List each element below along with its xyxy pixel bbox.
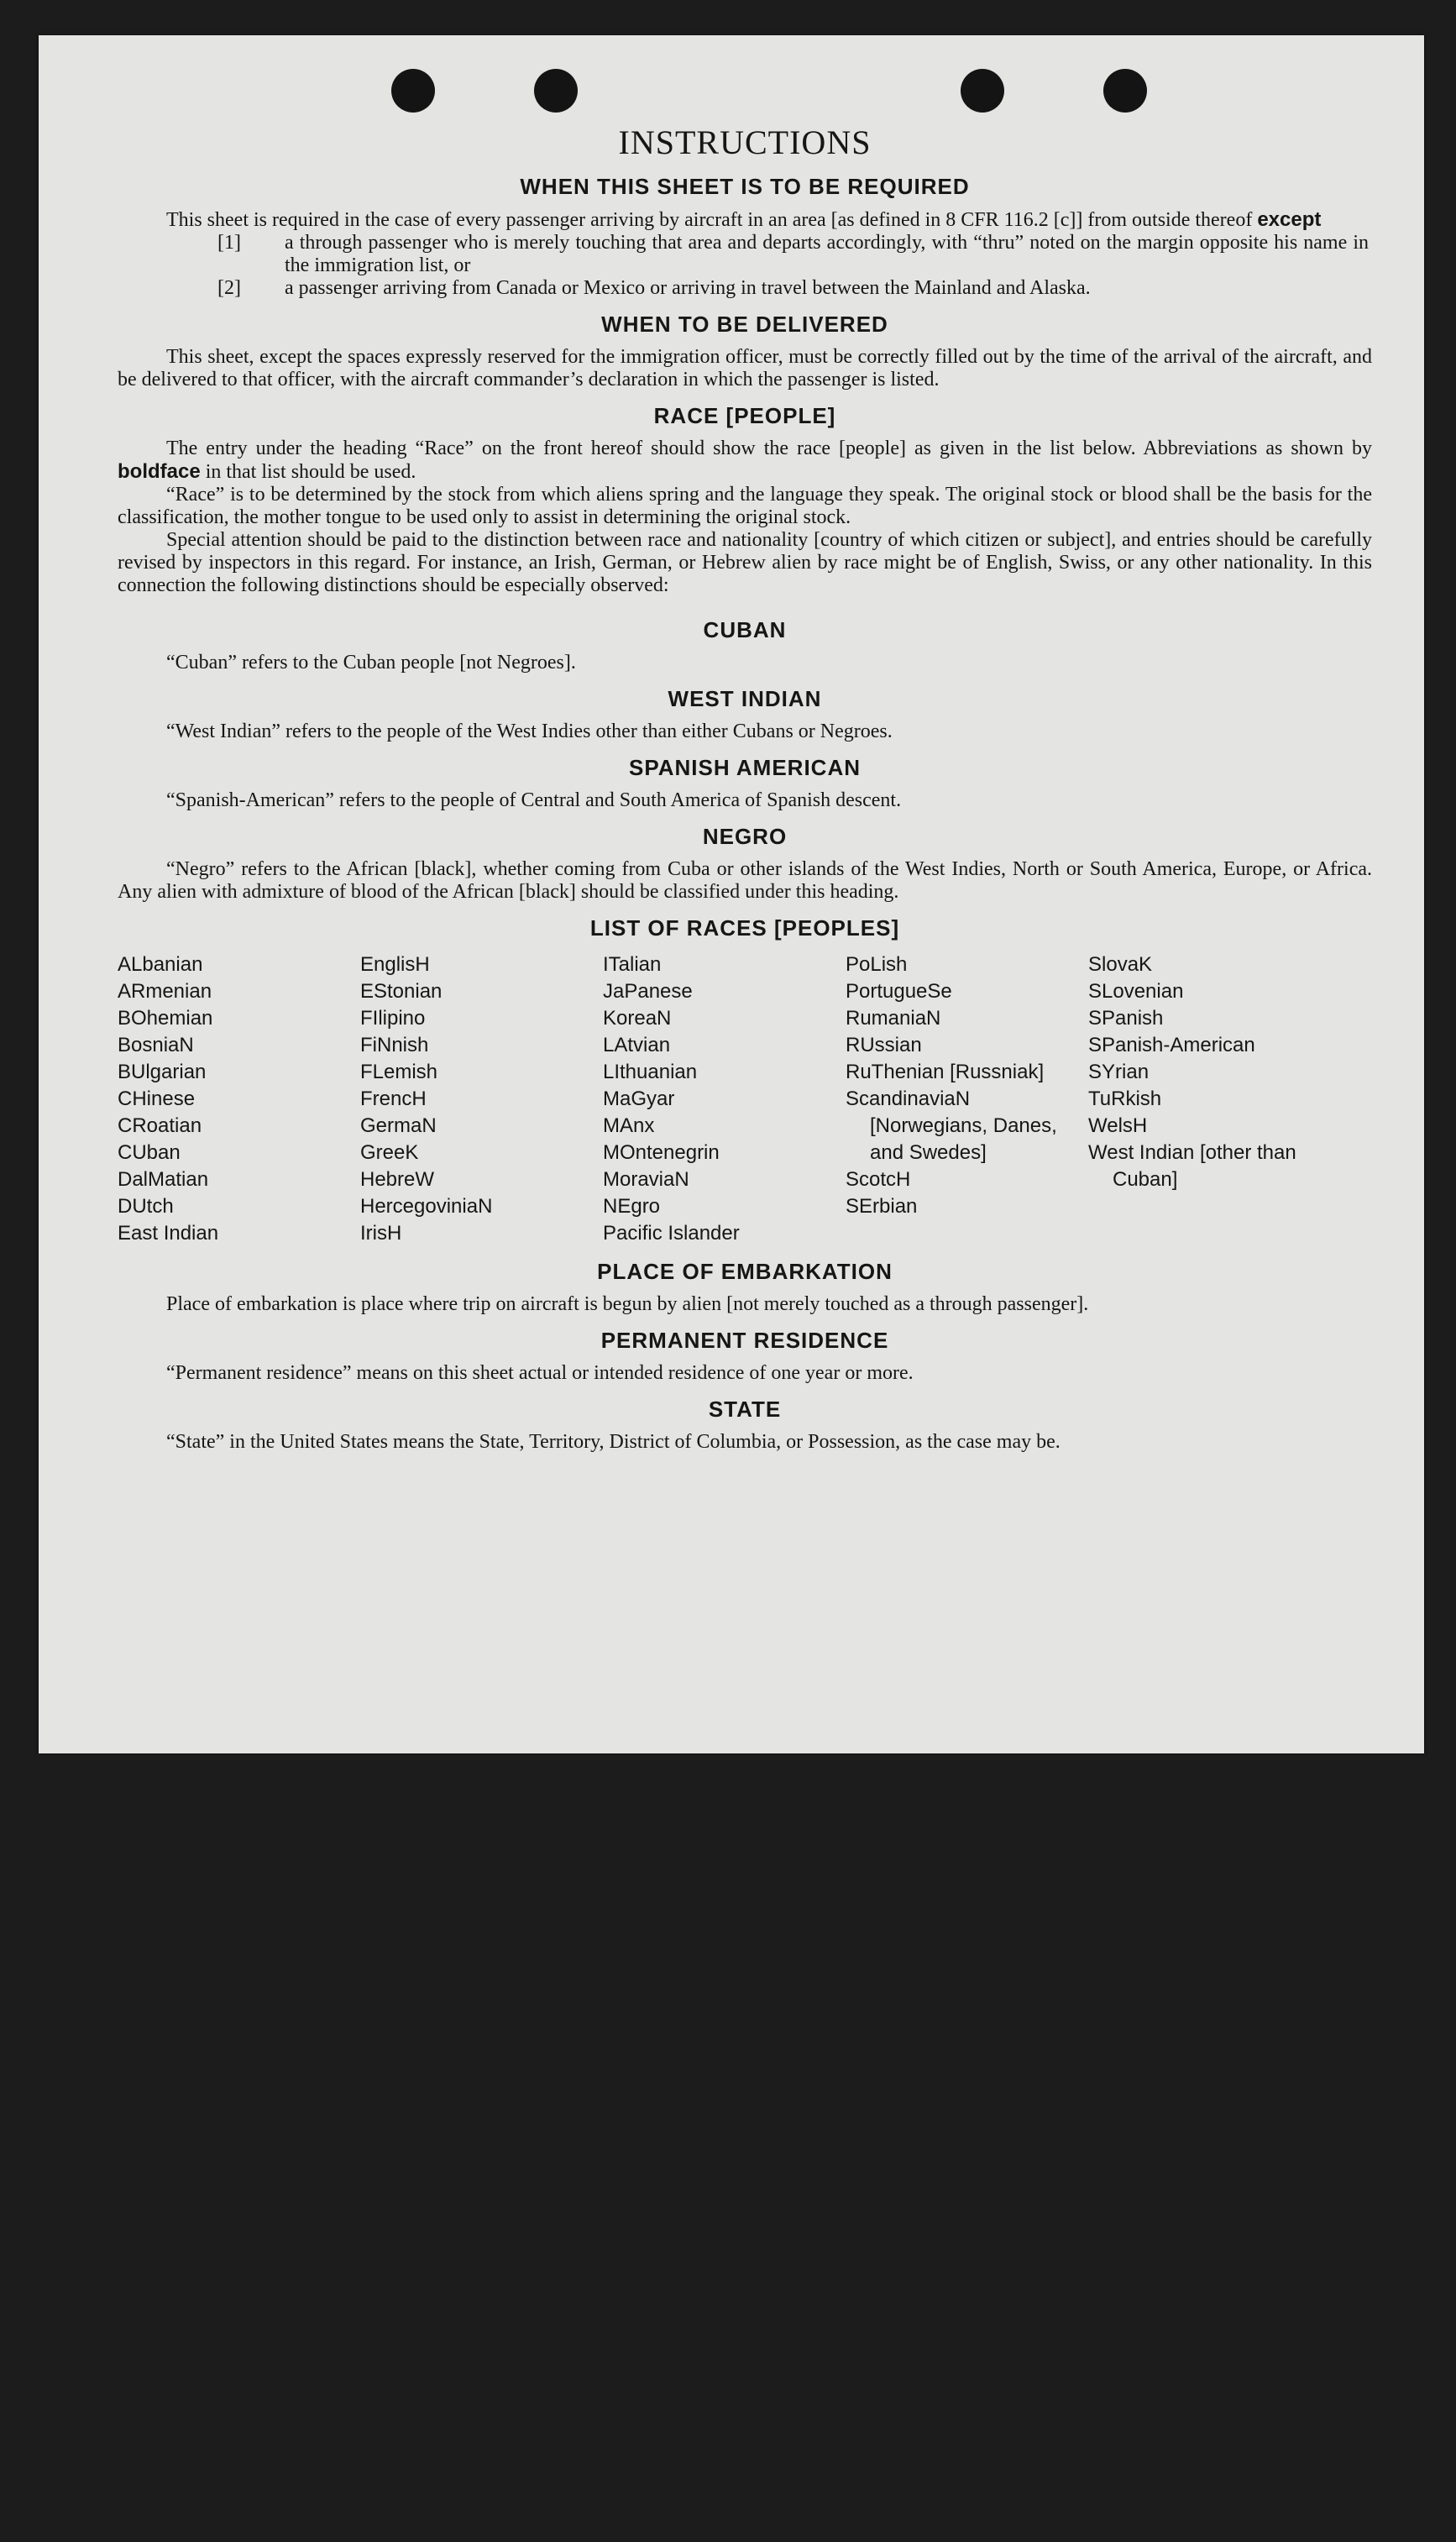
race-entry: Pacific Islander [603, 1222, 740, 1245]
section-heading-spanish-american: SPANISH AMERICAN [628, 755, 861, 780]
except-word: except [1257, 208, 1322, 231]
race-entry: MAnx [603, 1114, 655, 1137]
required-intro: This sheet is required in the case of every passenger arriving by aircraft in an area [as defined in 8 CFR 116.2 [c]] from outside thereof except [166, 208, 1322, 231]
delivered-text: This sheet, except the spaces expressly reserved for the immigration officer, must be correctly filled out by the time of the arrival of the aircraft, and be delivered to that officer, with the aircraft commander’s declaration in which the passenger is listed. [118, 346, 1372, 390]
race-entry: PortugueSe [846, 980, 952, 1003]
race-entry: NEgro [603, 1195, 661, 1218]
punch-hole [1103, 69, 1147, 113]
section-heading-state: STATE [708, 1397, 782, 1422]
race-entry: GermaN [360, 1114, 437, 1137]
race-entry: ALbanian [118, 953, 203, 976]
races-column-2 [360, 951, 603, 1247]
race-entry: SlovaK [1088, 953, 1153, 976]
item-text: a passenger arriving from Canada or Mexico or arriving in travel between the Mainland and Alaska. [285, 277, 1091, 299]
section-heading-residence: PERMANENT RESIDENCE [600, 1328, 889, 1353]
race-entry: LIthuanian [603, 1061, 698, 1083]
race-entry: TuRkish [1088, 1088, 1162, 1110]
race-entry: HebreW [360, 1168, 435, 1191]
race-entry: ITalian [603, 953, 662, 976]
race-entry: SPanish [1088, 1007, 1164, 1030]
section-heading-west-indian: WEST INDIAN [668, 686, 822, 711]
race-entry: East Indian [118, 1222, 219, 1245]
section-heading-races-list: LIST OF RACES [PEOPLES] [589, 915, 900, 941]
race-entry: FrencH [360, 1088, 427, 1110]
race-paragraph-2: “Race” is to be determined by the stock from which aliens spring and the language they speak. The original stock or blood shall be the basis for the classification, the mother tongue to be used only to assist in determining the original stock. [118, 484, 1372, 528]
cuban-text: “Cuban” refers to the Cuban people [not Negroes]. [166, 652, 576, 673]
list-item [118, 232, 1369, 277]
race-entry: SLovenian [1088, 980, 1184, 1003]
race-entry: DUtch [118, 1195, 174, 1218]
race-paragraph-3: Special attention should be paid to the distinction between race and nationality [country of which citizen or subject], and entries should be carefully revised by inspectors in this regard. For instance, an Irish, German, or Hebrew alien by race might be of English, Swiss, or any other nationality. In this connection the following distinctions should be especially observed: [118, 529, 1372, 596]
race-entry: EnglisH [360, 953, 430, 976]
punch-hole [534, 69, 578, 113]
race-entry: PoLish [846, 953, 908, 976]
boldface-word: boldface [118, 460, 201, 483]
race-entry: MoraviaN [603, 1168, 689, 1191]
race-entry: RuThenian [Russniak] [846, 1061, 1045, 1083]
race-entry: SYrian [1088, 1061, 1150, 1083]
race-entry: JaPanese [603, 980, 693, 1003]
section-heading-negro: NEGRO [702, 824, 788, 849]
race-entry: LAtvian [603, 1034, 671, 1056]
race-entry: SPanish-American [1088, 1034, 1255, 1056]
document-sheet [39, 35, 1424, 1753]
races-list [118, 951, 1372, 1247]
races-column-4 [846, 951, 1088, 1247]
race-entry: HercegoviniaN [360, 1195, 493, 1218]
section-heading-delivered: WHEN TO BE DELIVERED [601, 312, 888, 337]
race-entry: FIlipino [360, 1007, 426, 1030]
race-entry: CRoatian [118, 1114, 202, 1137]
item-number: [2] [217, 277, 241, 299]
list-item [118, 277, 1369, 300]
item-number: [1] [217, 232, 241, 254]
item-text: a through passenger who is merely touching that area and departs accordingly, with “thru” noted on the margin opposite his name in the immigration list, or [285, 232, 1369, 276]
race-entry: MOntenegrin [603, 1141, 720, 1164]
race-entry: BOhemian [118, 1007, 213, 1030]
punch-hole [961, 69, 1004, 113]
residence-text: “Permanent residence” means on this sheet actual or intended residence of one year or more. [166, 1362, 914, 1384]
race-entry: GreeK [360, 1141, 419, 1164]
races-column-5 [1088, 951, 1331, 1247]
races-column-1 [118, 951, 360, 1247]
section-heading-race: RACE [PEOPLE] [653, 403, 836, 428]
section-heading-cuban: CUBAN [703, 617, 787, 642]
race-entry: BosniaN [118, 1034, 194, 1056]
race-entry: IrisH [360, 1222, 402, 1245]
race-entry: EStonian [360, 980, 443, 1003]
instructions-content [118, 123, 1372, 1454]
punch-hole [391, 69, 435, 113]
race-entry: ARmenian [118, 980, 212, 1003]
races-column-3 [603, 951, 846, 1247]
race-entry: FiNnish [360, 1034, 429, 1056]
race-entry: CUban [118, 1141, 181, 1164]
race-entry: CHinese [118, 1088, 196, 1110]
race-entry: ScandinaviaN [Norwegians, Danes, and Swedes] [846, 1088, 1057, 1164]
state-text: “State” in the United States means the State, Territory, District of Columbia, or Possession, as the case may be. [166, 1431, 1061, 1453]
embarkation-text: Place of embarkation is place where trip on aircraft is begun by alien [not merely touched as a through passenger]. [166, 1293, 1089, 1315]
race-entry: ScotcH [846, 1168, 911, 1191]
race-entry: KoreaN [603, 1007, 672, 1030]
negro-text: “Negro” refers to the African [black], whether coming from Cuba or other islands of the West Indies, North or South America, Europe, or Africa. Any alien with admixture of blood of the African [black] should be classified under this heading. [118, 858, 1372, 903]
race-entry: RUssian [846, 1034, 922, 1056]
race-entry: DalMatian [118, 1168, 209, 1191]
section-heading-embarkation: PLACE OF EMBARKATION [597, 1259, 893, 1284]
race-entry: RumaniaN [846, 1007, 941, 1030]
spanish-american-text: “Spanish-American” refers to the people of Central and South America of Spanish descent. [166, 789, 902, 811]
race-entry: FLemish [360, 1061, 438, 1083]
race-entry: WelsH [1088, 1114, 1148, 1137]
race-paragraph-1: The entry under the heading “Race” on the front hereof should show the race [people] as given in the list below. Abbreviations as shown by boldface in that list should be used. [118, 438, 1372, 483]
race-entry: West Indian [other than Cuban] [1088, 1141, 1296, 1191]
section-heading-required: WHEN THIS SHEET IS TO BE REQUIRED [520, 174, 970, 199]
race-entry: SErbian [846, 1195, 918, 1218]
west-indian-text: “West Indian” refers to the people of the West Indies other than either Cubans or Negroes. [166, 721, 893, 742]
race-entry: BUlgarian [118, 1061, 207, 1083]
race-entry: MaGyar [603, 1088, 675, 1110]
page-title: INSTRUCTIONS [618, 123, 872, 161]
